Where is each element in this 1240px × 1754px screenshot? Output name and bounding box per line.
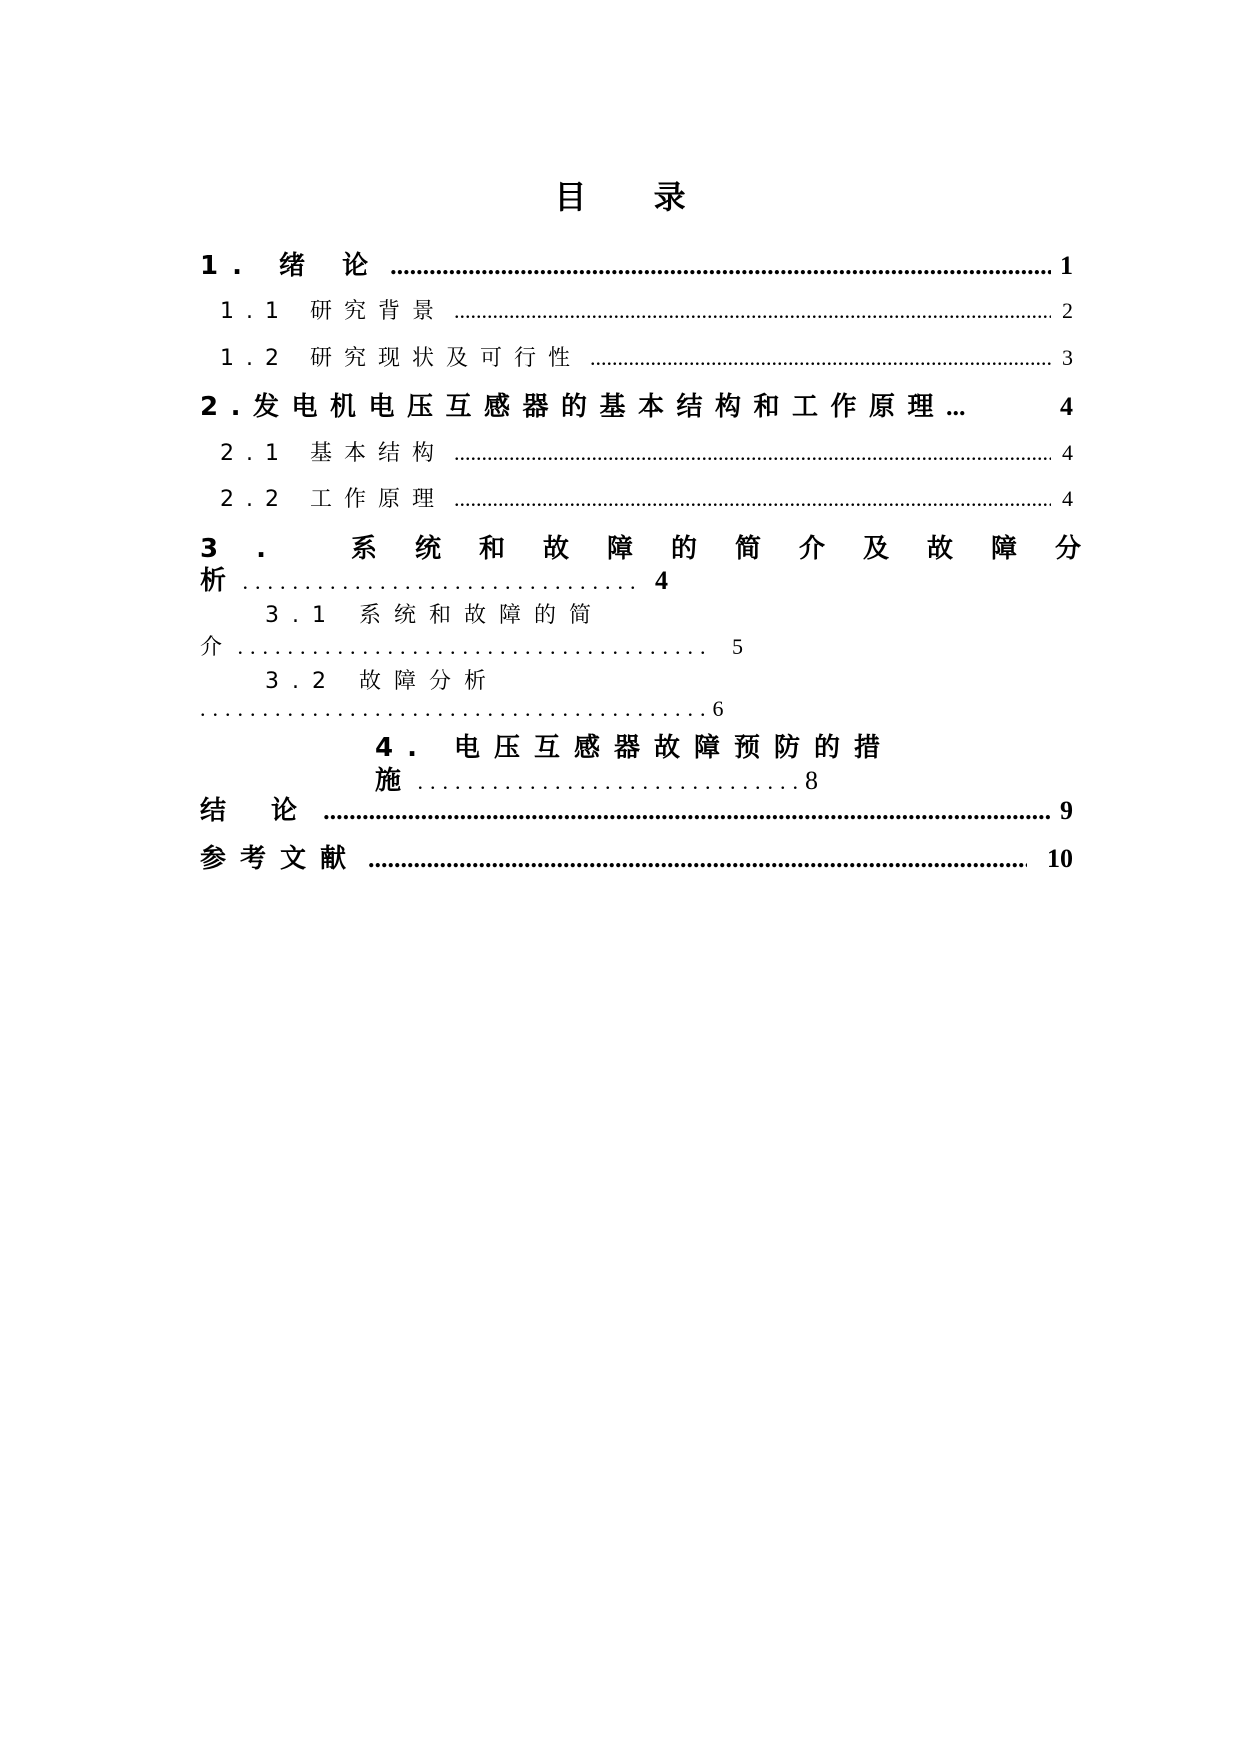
toc-entry-page: 4 bbox=[655, 566, 669, 595]
toc-entry-page: 10 bbox=[1047, 844, 1073, 873]
toc-entry-label-cont: 析 bbox=[200, 566, 227, 596]
toc-entry-label: 3.1 系统和故障的简 bbox=[265, 603, 604, 628]
toc-entry-label-cont: 施 bbox=[375, 766, 402, 796]
toc-entry-1[interactable] bbox=[200, 245, 1073, 282]
dot-leader bbox=[323, 796, 1051, 826]
toc-entry-label: 4. 电压互感器故障预防的措 bbox=[375, 733, 895, 763]
toc-entry-1-2[interactable] bbox=[220, 341, 1073, 372]
toc-entry-page: 4 bbox=[1062, 440, 1073, 465]
toc-entry-2[interactable] bbox=[200, 386, 1073, 423]
toc-title: 目 录 bbox=[554, 178, 714, 216]
toc-entry-page: 4 bbox=[1060, 392, 1073, 421]
dot-leader: ...................................... bbox=[237, 634, 713, 659]
toc-entry-label: 结 论 bbox=[200, 796, 316, 826]
toc-entry-label: 1.2 研究现状及可行性 bbox=[220, 346, 582, 371]
toc-entry-line2 bbox=[200, 560, 668, 597]
toc-entry-page: 1 bbox=[1060, 251, 1073, 280]
dot-leader: ................................ bbox=[242, 569, 643, 594]
toc-entry-page: 8 bbox=[805, 766, 819, 795]
toc-entry-references[interactable] bbox=[200, 838, 1073, 875]
toc-entry-label: 1.1 研究背景 bbox=[220, 299, 446, 324]
dot-leader: ............................... bbox=[417, 769, 806, 794]
toc-entry-2-1[interactable] bbox=[220, 436, 1073, 467]
dot-leader bbox=[454, 298, 1051, 324]
toc-entry-page: 4 bbox=[1062, 486, 1073, 511]
toc-entry-line2 bbox=[200, 696, 724, 722]
toc-entry-page: 5 bbox=[732, 634, 744, 659]
dot-leader bbox=[590, 345, 1051, 371]
dot-leader bbox=[390, 251, 1051, 281]
toc-entry-line2 bbox=[200, 630, 743, 661]
toc-entry-page: 9 bbox=[1060, 796, 1073, 825]
toc-entry-label: 2.发电机电压互感器的基本结构和工作原理 bbox=[200, 392, 946, 422]
toc-entry-page: 3 bbox=[1062, 345, 1073, 370]
dot-leader bbox=[454, 486, 1051, 512]
toc-entry-label: 3. 系统和故障的简介及故障分 bbox=[200, 534, 1120, 564]
dot-leader bbox=[454, 440, 1051, 466]
toc-entry-label: 2.1 基本结构 bbox=[220, 441, 446, 466]
toc-entry-page: 2 bbox=[1062, 298, 1073, 323]
toc-entry-1-1[interactable] bbox=[220, 294, 1073, 325]
dot-leader bbox=[368, 844, 1027, 874]
toc-entry-conclusion[interactable] bbox=[200, 790, 1073, 827]
toc-entry-label: 3.2 故障分析 bbox=[265, 669, 499, 694]
toc-entry-2-2[interactable] bbox=[220, 482, 1073, 513]
toc-entry-label: 1. 绪 论 bbox=[200, 251, 383, 281]
toc-entry-label: 2.2 工作原理 bbox=[220, 487, 446, 512]
toc-entry-label: 参考文献 bbox=[200, 844, 361, 874]
dot-leader: ... bbox=[945, 392, 966, 421]
toc-entry-page: 6 bbox=[712, 696, 724, 721]
toc-entry-label-cont: 介 bbox=[200, 635, 223, 660]
dot-leader: ......................................... bbox=[200, 696, 713, 721]
